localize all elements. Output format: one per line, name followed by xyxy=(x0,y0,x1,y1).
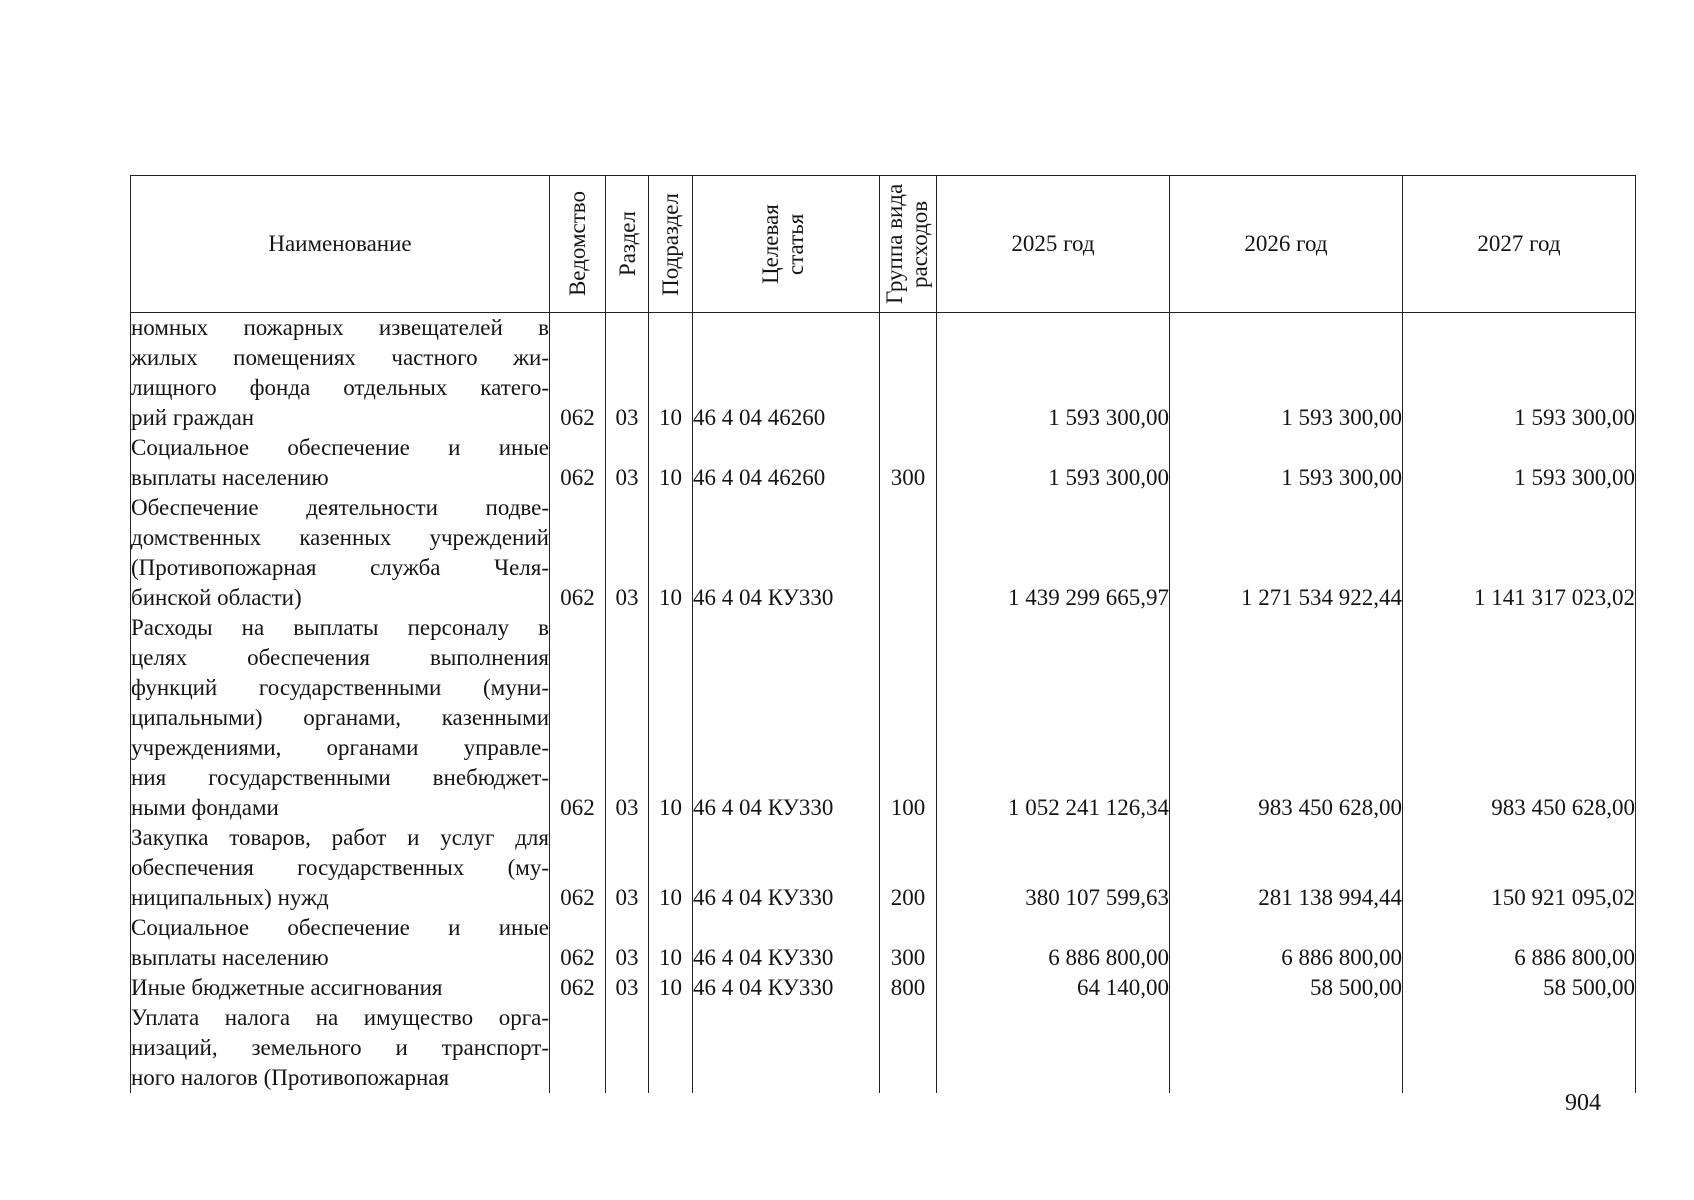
name-line: Обеспечение деятельности подве- xyxy=(131,495,549,520)
header-name: Наименование xyxy=(131,176,550,313)
cell-section: 03 xyxy=(606,493,649,613)
cell-target-item xyxy=(693,1003,880,1093)
cell-section xyxy=(606,1003,649,1093)
cell-2025: 6 886 800,00 xyxy=(937,913,1170,973)
cell-target-item: 46 4 04 КУ330 xyxy=(693,613,880,823)
cell-2025: 1 593 300,00 xyxy=(937,313,1170,434)
cell-section: 03 xyxy=(606,313,649,434)
cell-2027: 58 500,00 xyxy=(1403,973,1636,1003)
name-line: функций государственными (муни- xyxy=(131,675,549,700)
cell-department: 062 xyxy=(550,493,606,613)
header-section: Раздел xyxy=(606,176,649,313)
cell-2025: 380 107 599,63 xyxy=(937,823,1170,913)
cell-2027: 983 450 628,00 xyxy=(1403,613,1636,823)
cell-expense-group: 200 xyxy=(880,823,937,913)
cell-2027: 1 593 300,00 xyxy=(1403,433,1636,493)
cell-department: 062 xyxy=(550,613,606,823)
name-line: учреждениями, органами управле- xyxy=(131,735,549,760)
cell-2027 xyxy=(1403,1003,1636,1093)
cell-2025: 1 593 300,00 xyxy=(937,433,1170,493)
cell-subsection: 10 xyxy=(649,613,693,823)
cell-department: 062 xyxy=(550,313,606,434)
name-line: бинской области) xyxy=(131,585,302,610)
name-line: ципальными) органами, казенными xyxy=(131,705,549,730)
table-row xyxy=(131,493,1636,613)
cell-section: 03 xyxy=(606,913,649,973)
cell-section: 03 xyxy=(606,823,649,913)
name-line: Уплата налога на имущество орга- xyxy=(131,1005,549,1030)
cell-name xyxy=(131,913,550,973)
name-line: Социальное обеспечение и иные xyxy=(131,435,549,460)
name-line: выплаты населению xyxy=(131,465,329,490)
cell-expense-group: 300 xyxy=(880,913,937,973)
cell-name xyxy=(131,613,550,823)
name-line: домственных казенных учреждений xyxy=(131,525,549,550)
cell-2025 xyxy=(937,1003,1170,1093)
header-2025: 2025 год xyxy=(937,176,1170,313)
cell-2027: 6 886 800,00 xyxy=(1403,913,1636,973)
cell-2027: 1 141 317 023,02 xyxy=(1403,493,1636,613)
cell-2026: 281 138 994,44 xyxy=(1170,823,1403,913)
table-row xyxy=(131,1003,1636,1093)
cell-2027: 150 921 095,02 xyxy=(1403,823,1636,913)
cell-subsection: 10 xyxy=(649,973,693,1003)
name-line: Социальное обеспечение и иные xyxy=(131,915,549,940)
cell-2026: 983 450 628,00 xyxy=(1170,613,1403,823)
cell-target-item: 46 4 04 КУ330 xyxy=(693,823,880,913)
name-line: (Противопожарная служба Челя- xyxy=(131,555,549,580)
cell-target-item: 46 4 04 КУ330 xyxy=(693,913,880,973)
name-line: ными фондами xyxy=(131,795,279,820)
cell-target-item: 46 4 04 46260 xyxy=(693,433,880,493)
cell-name xyxy=(131,973,550,1003)
cell-2026: 6 886 800,00 xyxy=(1170,913,1403,973)
header-subsection: Подраздел xyxy=(649,176,693,313)
cell-2026: 1 271 534 922,44 xyxy=(1170,493,1403,613)
table-row xyxy=(131,823,1636,913)
cell-subsection: 10 xyxy=(649,493,693,613)
name-line: Иные бюджетные ассигнования xyxy=(131,975,443,1000)
cell-department: 062 xyxy=(550,913,606,973)
name-line: номных пожарных извещателей в xyxy=(131,315,549,340)
name-line: рий граждан xyxy=(131,405,255,430)
cell-name xyxy=(131,1003,550,1093)
cell-section: 03 xyxy=(606,433,649,493)
cell-subsection: 10 xyxy=(649,433,693,493)
cell-name xyxy=(131,823,550,913)
header-expense-group: Группа вида расходов xyxy=(880,176,937,313)
cell-subsection xyxy=(649,1003,693,1093)
cell-section: 03 xyxy=(606,973,649,1003)
cell-target-item: 46 4 04 КУ330 xyxy=(693,493,880,613)
name-line: ниципальных) нужд xyxy=(131,885,329,910)
name-line: ния государственными внебюджет- xyxy=(131,765,549,790)
cell-expense-group xyxy=(880,313,937,434)
page-number: 904 xyxy=(1565,1090,1601,1116)
cell-name xyxy=(131,313,550,434)
table-row xyxy=(131,313,1636,434)
name-line: выплаты населению xyxy=(131,945,329,970)
cell-2026: 1 593 300,00 xyxy=(1170,313,1403,434)
name-line: Закупка товаров, работ и услуг для xyxy=(131,825,549,850)
cell-2026 xyxy=(1170,1003,1403,1093)
name-line: лищного фонда отдельных катего- xyxy=(131,375,549,400)
name-line: низаций, земельного и транспорт- xyxy=(131,1035,549,1060)
cell-target-item: 46 4 04 КУ330 xyxy=(693,973,880,1003)
cell-subsection: 10 xyxy=(649,823,693,913)
cell-name xyxy=(131,493,550,613)
cell-subsection: 10 xyxy=(649,913,693,973)
header-department: Ведомство xyxy=(550,176,606,313)
name-line: целях обеспечения выполнения xyxy=(131,645,549,670)
cell-department: 062 xyxy=(550,433,606,493)
cell-expense-group xyxy=(880,1003,937,1093)
cell-section: 03 xyxy=(606,613,649,823)
name-line: жилых помещениях частного жи- xyxy=(131,345,549,370)
table-row xyxy=(131,913,1636,973)
header-target-item: Целевая статья xyxy=(693,176,880,313)
name-line: обеспечения государственных (му- xyxy=(131,855,549,880)
cell-subsection: 10 xyxy=(649,313,693,434)
table-row xyxy=(131,613,1636,823)
cell-2027: 1 593 300,00 xyxy=(1403,313,1636,434)
table-row xyxy=(131,433,1636,493)
cell-target-item: 46 4 04 46260 xyxy=(693,313,880,434)
cell-department: 062 xyxy=(550,973,606,1003)
budget-table xyxy=(130,175,1636,1093)
header-2026: 2026 год xyxy=(1170,176,1403,313)
cell-2026: 1 593 300,00 xyxy=(1170,433,1403,493)
name-line: ного налогов (Противопожарная xyxy=(131,1065,450,1090)
cell-expense-group xyxy=(880,493,937,613)
cell-expense-group: 800 xyxy=(880,973,937,1003)
cell-2025: 1 439 299 665,97 xyxy=(937,493,1170,613)
cell-2025: 64 140,00 xyxy=(937,973,1170,1003)
cell-expense-group: 100 xyxy=(880,613,937,823)
header-row xyxy=(131,176,1636,313)
cell-expense-group: 300 xyxy=(880,433,937,493)
cell-2026: 58 500,00 xyxy=(1170,973,1403,1003)
cell-2025: 1 052 241 126,34 xyxy=(937,613,1170,823)
cell-department: 062 xyxy=(550,823,606,913)
name-line: Расходы на выплаты персоналу в xyxy=(131,615,549,640)
cell-name xyxy=(131,433,550,493)
table-row xyxy=(131,973,1636,1003)
cell-department xyxy=(550,1003,606,1093)
table-body xyxy=(131,313,1636,1094)
header-2027: 2027 год xyxy=(1403,176,1636,313)
